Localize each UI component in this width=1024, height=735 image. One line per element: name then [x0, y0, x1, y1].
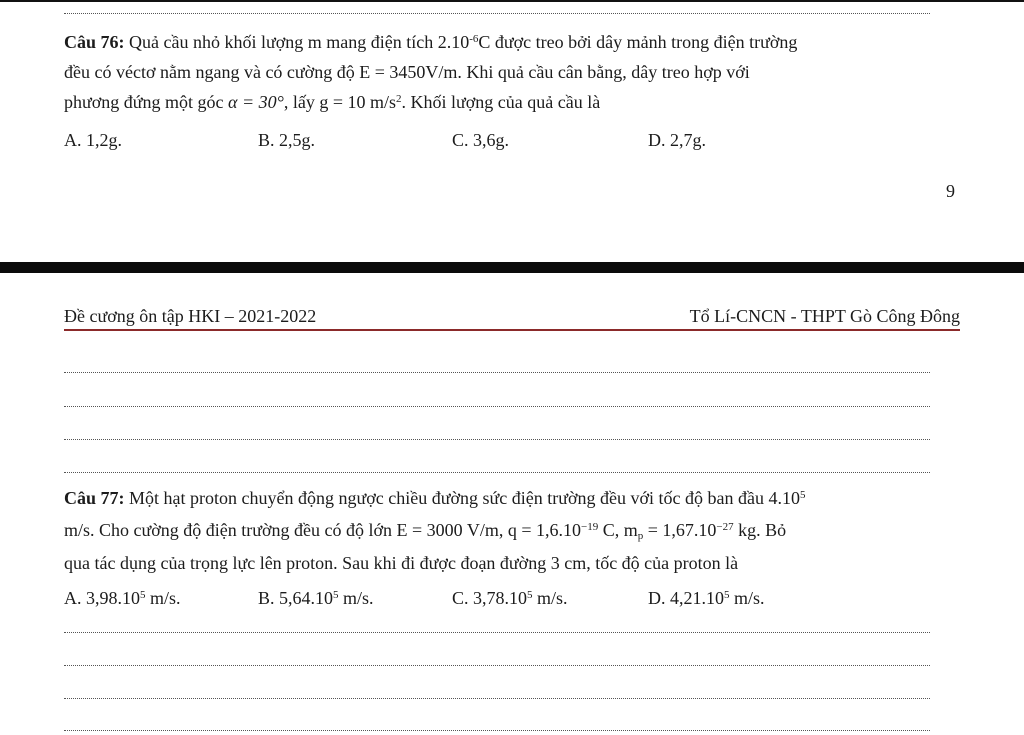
dotted-answer-line — [64, 698, 930, 699]
q77-option-d[interactable]: D. 4,21.10$^5$ m/s. — [648, 588, 765, 608]
dotted-answer-line — [64, 13, 930, 14]
page-number: 9 — [946, 181, 955, 201]
alpha-expression: α = 30° — [228, 92, 284, 112]
dotted-answer-line — [64, 472, 930, 473]
question-77-line-1: Câu 77: Một hạt proton chuyển động ngược chiều đường sức điện trường đều với tốc độ ban đầu 4.10$^5$ — [64, 488, 806, 508]
q76-option-b[interactable]: B. 2,5g. — [258, 130, 316, 150]
dotted-answer-line — [64, 632, 930, 633]
q76-option-d[interactable]: D. 2,7g. — [648, 130, 706, 150]
question-77-line-2: m/s. Cho cường độ điện trường đều có độ lớn E = 3000 V/m, $q = 1,6.10^{-19}$ C, $m_p = 1,67.10^{-27}$ kg. Bỏ — [64, 520, 787, 542]
q76-option-a[interactable]: A. 1,2g. — [64, 130, 122, 150]
question-76-line-3: phương đứng một góc α = 30°, lấy g = 10 $m/s^2$. Khối lượng của quả cầu là — [64, 92, 601, 112]
q77-option-c[interactable]: C. 3,78.10$^5$ m/s. — [452, 588, 568, 608]
header-underline — [64, 329, 960, 331]
question-77-label: Câu 77: — [64, 488, 125, 508]
dotted-answer-line — [64, 730, 930, 731]
q77-option-b[interactable]: B. 5,64.10$^5$ m/s. — [258, 588, 374, 608]
header-right-title: Tổ Lí-CNCN - THPT Gò Công Đông — [689, 306, 960, 326]
dotted-answer-line — [64, 372, 930, 373]
question-76-label: Câu 76: — [64, 32, 125, 52]
header-left-title: Đề cương ôn tập HKI – 2021-2022 — [64, 306, 317, 326]
q76-option-c[interactable]: C. 3,6g. — [452, 130, 510, 150]
dotted-answer-line — [64, 439, 930, 440]
question-77-line-3: qua tác dụng của trọng lực lên proton. Sau khi đi được đoạn đường 3 cm, tốc độ của proton là — [64, 553, 739, 573]
q77-option-a[interactable]: A. 3,98.10$^5$ m/s. — [64, 588, 181, 608]
dotted-answer-line — [64, 665, 930, 666]
dotted-answer-line — [64, 406, 930, 407]
top-edge-border — [0, 0, 1024, 2]
question-76-line-1: Câu 76: Quả cầu nhỏ khối lượng m mang điện tích $2.10^{-6}C$ được treo bởi dây mảnh trong điện trường — [64, 32, 798, 52]
page-separator — [0, 262, 1024, 273]
question-76-line-2: đều có véctơ nằm ngang và có cường độ E = 3450V/m. Khi quả cầu cân bằng, dây treo hợp với — [64, 62, 750, 82]
